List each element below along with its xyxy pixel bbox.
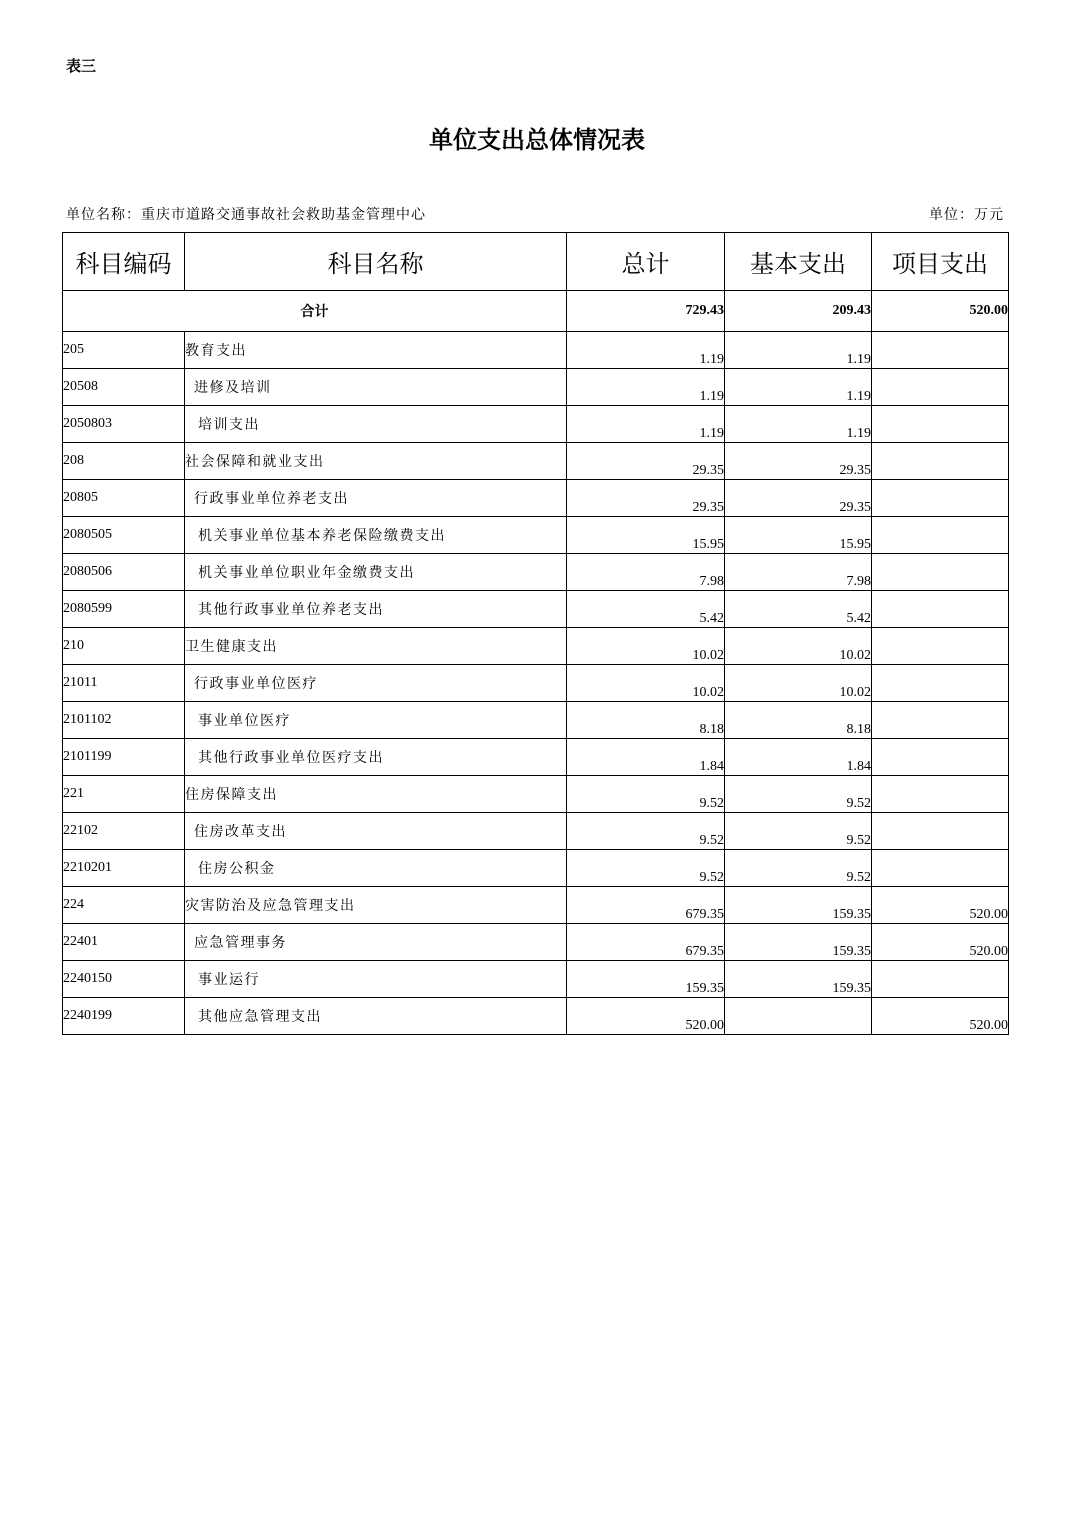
row-name: 其他行政事业单位养老支出: [185, 591, 567, 628]
row-code: 21011: [63, 665, 185, 702]
row-total: 10.02: [567, 628, 725, 665]
table-row: [63, 591, 1009, 628]
table-row: [63, 443, 1009, 480]
row-basic: 10.02: [725, 628, 872, 665]
table-row: [63, 480, 1009, 517]
expenditure-table: [62, 232, 1009, 1035]
row-total: 5.42: [567, 591, 725, 628]
table-row: [63, 332, 1009, 369]
row-total: 1.19: [567, 369, 725, 406]
row-code: 210: [63, 628, 185, 665]
table-row: [63, 702, 1009, 739]
header-total: 总计: [567, 233, 725, 291]
row-basic: 9.52: [725, 850, 872, 887]
row-name: 应急管理事务: [185, 924, 567, 961]
header-code: 科目编码: [63, 233, 185, 291]
row-basic: 159.35: [725, 924, 872, 961]
row-name: 住房保障支出: [185, 776, 567, 813]
row-project: [872, 702, 1009, 739]
row-total: 159.35: [567, 961, 725, 998]
row-project: [872, 369, 1009, 406]
row-total: 679.35: [567, 924, 725, 961]
row-project: [872, 850, 1009, 887]
row-basic: 8.18: [725, 702, 872, 739]
row-project: 520.00: [872, 887, 1009, 924]
row-code: 2080599: [63, 591, 185, 628]
row-project: [872, 813, 1009, 850]
row-basic: 29.35: [725, 443, 872, 480]
row-name: 行政事业单位医疗: [185, 665, 567, 702]
row-name: 事业单位医疗: [185, 702, 567, 739]
currency-unit: 单位：万元: [929, 207, 1004, 223]
row-name: 培训支出: [185, 406, 567, 443]
row-code: 2080506: [63, 554, 185, 591]
table-row: [63, 813, 1009, 850]
table-row: [63, 406, 1009, 443]
row-name: 社会保障和就业支出: [185, 443, 567, 480]
header-name: 科目名称: [185, 233, 567, 291]
row-basic: 5.42: [725, 591, 872, 628]
total-total: 729.43: [567, 291, 725, 332]
row-project: [872, 443, 1009, 480]
row-total: 15.95: [567, 517, 725, 554]
row-total: 9.52: [567, 813, 725, 850]
row-total: 9.52: [567, 850, 725, 887]
row-project: [872, 332, 1009, 369]
row-basic: 1.19: [725, 332, 872, 369]
row-code: 2080505: [63, 517, 185, 554]
row-basic: 29.35: [725, 480, 872, 517]
row-code: 205: [63, 332, 185, 369]
total-project: 520.00: [872, 291, 1009, 332]
row-code: 221: [63, 776, 185, 813]
table-row: [63, 665, 1009, 702]
row-name: 进修及培训: [185, 369, 567, 406]
row-basic: 1.19: [725, 369, 872, 406]
row-project: [872, 406, 1009, 443]
row-project: [872, 480, 1009, 517]
row-code: 2050803: [63, 406, 185, 443]
row-code: 20508: [63, 369, 185, 406]
total-label: 合计: [63, 291, 567, 332]
row-code: 2240199: [63, 998, 185, 1035]
total-basic: 209.43: [725, 291, 872, 332]
row-basic: 15.95: [725, 517, 872, 554]
row-code: 2210201: [63, 850, 185, 887]
row-project: [872, 554, 1009, 591]
row-name: 机关事业单位基本养老保险缴费支出: [185, 517, 567, 554]
row-project: 520.00: [872, 924, 1009, 961]
row-basic: 1.19: [725, 406, 872, 443]
table-row: [63, 628, 1009, 665]
row-name: 其他行政事业单位医疗支出: [185, 739, 567, 776]
row-basic: 7.98: [725, 554, 872, 591]
row-total: 29.35: [567, 443, 725, 480]
row-name: 住房改革支出: [185, 813, 567, 850]
header-row: [63, 233, 1009, 291]
row-total: 9.52: [567, 776, 725, 813]
row-name: 卫生健康支出: [185, 628, 567, 665]
row-basic: 159.35: [725, 961, 872, 998]
row-project: [872, 776, 1009, 813]
row-project: [872, 517, 1009, 554]
row-project: [872, 665, 1009, 702]
table-row: [63, 554, 1009, 591]
table-row: [63, 924, 1009, 961]
row-total: 7.98: [567, 554, 725, 591]
row-total: 520.00: [567, 998, 725, 1035]
row-code: 2101102: [63, 702, 185, 739]
row-project: 520.00: [872, 998, 1009, 1035]
total-row: [63, 291, 1009, 332]
table-row: [63, 961, 1009, 998]
document-title: 单位支出总体情况表: [429, 125, 645, 154]
row-name: 住房公积金: [185, 850, 567, 887]
row-name: 其他应急管理支出: [185, 998, 567, 1035]
row-basic: 9.52: [725, 813, 872, 850]
row-code: 208: [63, 443, 185, 480]
table-row: [63, 850, 1009, 887]
row-name: 机关事业单位职业年金缴费支出: [185, 554, 567, 591]
unit-name: 单位名称：重庆市道路交通事故社会救助基金管理中心: [66, 207, 426, 223]
row-total: 29.35: [567, 480, 725, 517]
row-code: 22401: [63, 924, 185, 961]
table-row: [63, 369, 1009, 406]
row-basic: 1.84: [725, 739, 872, 776]
row-code: 20805: [63, 480, 185, 517]
row-project: [872, 961, 1009, 998]
row-total: 8.18: [567, 702, 725, 739]
row-basic: [725, 998, 872, 1035]
row-total: 679.35: [567, 887, 725, 924]
row-total: 10.02: [567, 665, 725, 702]
row-total: 1.19: [567, 332, 725, 369]
row-code: 2240150: [63, 961, 185, 998]
row-name: 行政事业单位养老支出: [185, 480, 567, 517]
row-project: [872, 591, 1009, 628]
row-basic: 9.52: [725, 776, 872, 813]
table-label: 表三: [66, 57, 97, 75]
row-total: 1.84: [567, 739, 725, 776]
table-row: [63, 998, 1009, 1035]
header-project: 项目支出: [872, 233, 1009, 291]
row-code: 2101199: [63, 739, 185, 776]
row-total: 1.19: [567, 406, 725, 443]
row-project: [872, 739, 1009, 776]
header-basic: 基本支出: [725, 233, 872, 291]
row-basic: 10.02: [725, 665, 872, 702]
table-row: [63, 739, 1009, 776]
table-row: [63, 776, 1009, 813]
row-basic: 159.35: [725, 887, 872, 924]
row-name: 灾害防治及应急管理支出: [185, 887, 567, 924]
row-name: 教育支出: [185, 332, 567, 369]
row-project: [872, 628, 1009, 665]
row-code: 224: [63, 887, 185, 924]
row-name: 事业运行: [185, 961, 567, 998]
row-code: 22102: [63, 813, 185, 850]
table-row: [63, 887, 1009, 924]
table-row: [63, 517, 1009, 554]
